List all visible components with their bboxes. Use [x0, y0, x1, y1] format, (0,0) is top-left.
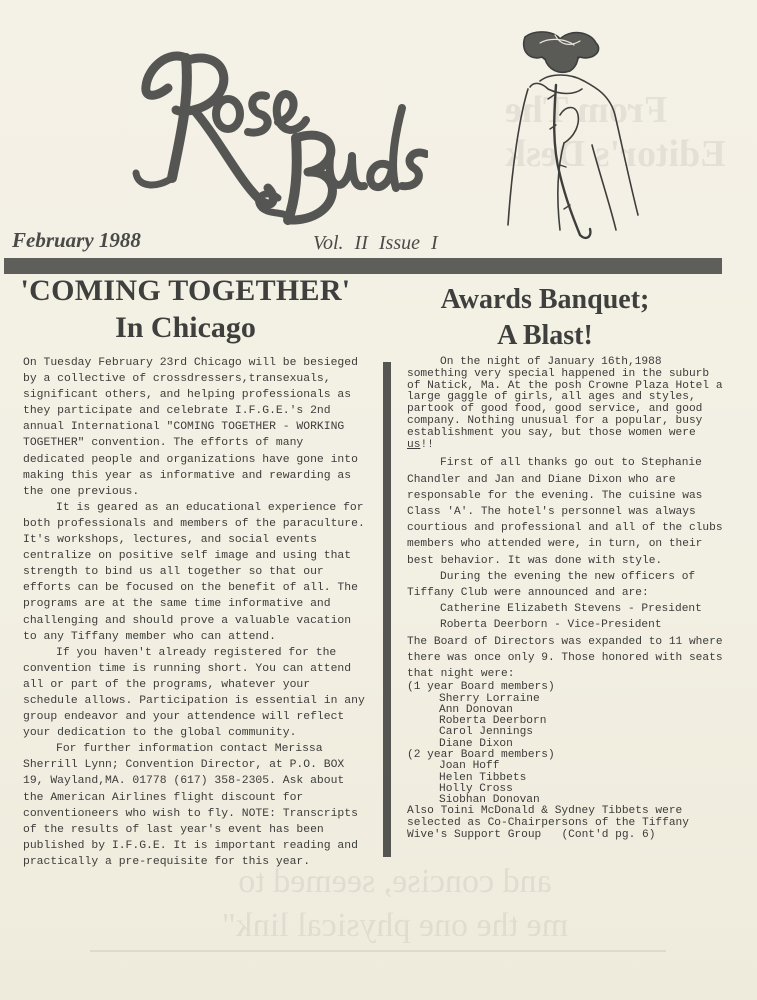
bleed-quote-line3: me the one physical link"	[221, 907, 569, 944]
continued-note: (Cont'd pg. 6)	[561, 828, 656, 841]
bleed-title-line2: Editor's Desk	[505, 133, 726, 175]
board-member: Holly Cross	[439, 782, 513, 795]
board-member: Carol Jennings	[439, 726, 533, 739]
bleed-through-quote	[210, 860, 580, 948]
rose-buds-logo	[128, 38, 428, 228]
closing-paragraph	[407, 806, 727, 841]
bleed-quote-line2: and concise, seemed to	[238, 863, 552, 900]
officer-president: Catherine Elizabeth Stevens - President	[440, 603, 702, 616]
board-member: Ann Donovan	[439, 704, 513, 717]
volume-issue	[313, 232, 438, 255]
bleed-through-rule	[90, 950, 666, 952]
board-member: Diane Dixon	[439, 737, 513, 750]
article-title-awards-banquet	[395, 282, 695, 354]
column-divider-bar	[383, 362, 391, 857]
paragraph: The Board of Directors was expanded to 11 where there was once only 9. Those honored with seats that night were:	[407, 635, 723, 681]
board-member: Sherry Lorraine	[439, 692, 540, 705]
rose-buds-script-icon	[128, 38, 428, 228]
board-member: Siobhan Donovan	[439, 794, 540, 807]
board-member: Helen Tibbets	[439, 771, 527, 784]
rose-hand-icon	[500, 25, 650, 245]
paragraph: During the evening the new officers of Tiffany Club were announced and are:	[407, 570, 696, 599]
article-title-coming-together	[8, 274, 363, 348]
issue-number: Issue I	[378, 232, 438, 254]
officer-vice-president: Roberta Deerborn - Vice-President	[440, 619, 662, 632]
paragraph: On Tuesday February 23rd Chicago will be besieged by a collective of crossdressers,transexuals, significant others, and helping professionals as they participate and celebrate I.F.G.E.'s 2nd annual International "COMING TOGETHER - WORKING TOGETHER" convention. The efforts of many dedicated people and organizations have gone into making this year as informative and rewarding as the one previous.	[23, 357, 358, 498]
issue-date: February 1988	[12, 228, 141, 252]
intro-text: On the night of January 16th,1988 something very special happened in the suburb of Natick, Ma. At the posh Crowne Plaza Hotel a large gaggle of girls, all ages and styles, partook of good food, good service, and good company. Nothing unusual for a popular, busy establishment you say, but those women were	[407, 356, 723, 439]
intro-emphasis: us	[407, 438, 421, 451]
intro-paragraph	[407, 357, 727, 451]
masthead-divider-bar	[4, 258, 722, 274]
paragraph: It is geared as an educational experience for both professionals and members of the paraculture. It's workshops, lectures, and social events centralize on positive self image and using that strength to bind us all together so that our efforts can be focused on the benefit of all. The programs are at the same time informative and challenging and should prove a valuable vacation to any Tiffany member who can attend.	[23, 501, 365, 643]
paragraph: If you haven't already registered for the convention time is running short. You can attend all or part of the programs, whatever your schedule allows. Participation is essential in any group endeavor and your attendence will reflect your dedication to the global community.	[23, 646, 365, 740]
intro-end: !!	[420, 438, 434, 451]
article-body-awards-banquet	[407, 357, 727, 842]
bleed-title-line1: From The	[505, 89, 668, 131]
two-year-board-heading: (2 year Board members)	[407, 748, 555, 761]
one-year-board-heading: (1 year Board members)	[407, 681, 555, 694]
article-title-line2: A Blast!	[497, 320, 593, 351]
article-title-line1: Awards Banquet;	[440, 284, 650, 315]
board-member: Roberta Deerborn	[439, 715, 547, 728]
paragraph: For further information contact Merissa Sherrill Lynn; Convention Director, at P.O. BOX 19, Wayland,MA. 01778 (617) 358-2305. Ask about the American Airlines flight discount for conventioneers who wish to fly. NOTE: Transcripts of the results of last year's event has been published by I.F.G.E. It is important reading and practically a pre-requisite for this year.	[23, 743, 358, 868]
board-member: Joan Hoff	[439, 760, 500, 773]
rose-in-hand-illustration	[500, 25, 650, 245]
paragraph: First of all thanks go out to Stephanie Chandler and Jan and Diane Dixon who are responsable for the evening. The cuisine was Class 'A'. The hotel's personnel was always courtious and professional and all of the clubs members who attended were, in turn, on their best behavior. It was done with style.	[407, 457, 723, 567]
article-body-coming-together	[23, 355, 368, 870]
article-title-line1: 'COMING TOGETHER'	[20, 274, 351, 307]
volume-number: Vol. II	[313, 232, 368, 254]
article-title-line2: In Chicago	[115, 311, 256, 344]
closing-text: Also Toini McDonald & Sydney Tibbets were selected as Co-Chairpersons of the Tiffany Wive's Support Group	[407, 805, 689, 841]
